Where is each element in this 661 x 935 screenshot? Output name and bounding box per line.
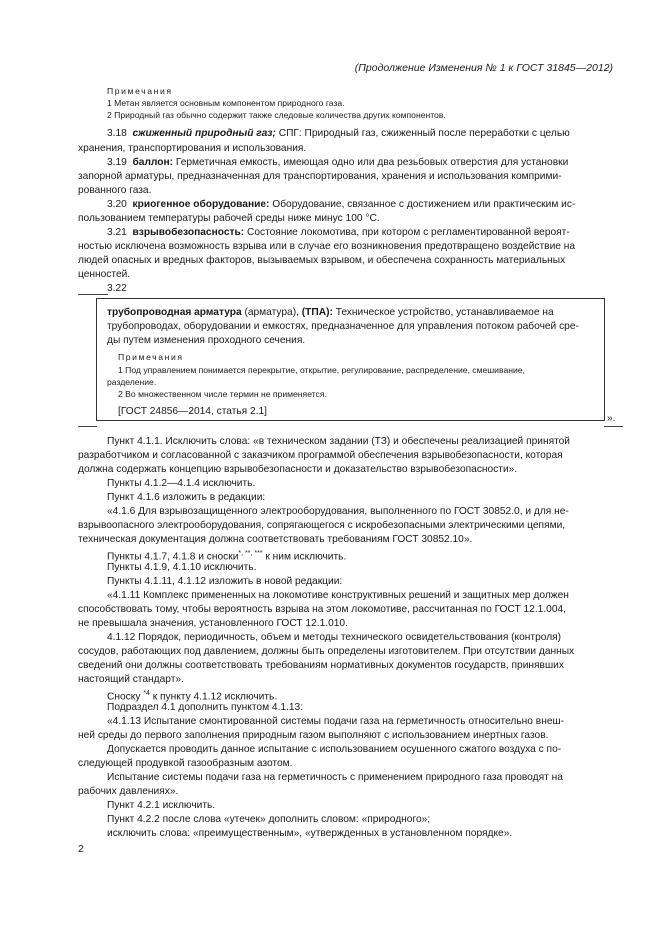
quote-4-1-11: «4.1.11 Комплекс примененных на локомотиве конструктивных решений и защитных мер должен: [107, 590, 569, 601]
quote-4-1-13-para-3: Испытание системы подачи газа на герметичность с применением природного газа проводят на: [107, 772, 563, 783]
para-text: Сноску: [107, 691, 144, 703]
term-3-21-line-2: ностью исключена возможность взрыва или в случае его возникновения предотвращено воздействие на: [78, 241, 576, 252]
quote-4-1-13: «4.1.13 Испытание смонтированной системы подачи газа на герметичность относительно внеш-: [107, 716, 565, 727]
term-3-19-line-3: рованного газа.: [78, 185, 152, 196]
footnote-marks: *, **, ***: [238, 550, 263, 557]
term-number: 3.20: [107, 199, 127, 210]
term-name: криогенное оборудование:: [132, 199, 270, 210]
term-3-19: [107, 157, 568, 169]
term-number: 3.19: [107, 157, 127, 168]
quote-4-1-6-line-2: взрывоопасного электрооборудования, сопрягающегося с искробезопасными электрическими цепями,: [78, 520, 566, 531]
para-text: Пункты 4.1.7, 4.1.8 и сноски: [107, 551, 239, 563]
term-definition: Оборудование, связанное с достижением или практическим ис-: [269, 199, 576, 210]
quote-4-1-11-line-2: способствовать тому, чтобы вероятность взрыва на этом локомотиве, рассчитанная по ГОСТ 12.1.004,: [78, 604, 566, 615]
quote-4-1-6-line-3: техническая документация должна соответствовать требованиям ГОСТ 30852.10».: [78, 534, 473, 545]
divider: [604, 426, 623, 427]
quote-4-1-12-line-4: настоящий стандарт».: [78, 674, 184, 685]
term-3-20: [107, 199, 575, 211]
para-4-1-1: Пункт 4.1.1. Исключить слова: «в техническом задании (ТЗ) и обеспечены реализацией принятой: [107, 436, 571, 447]
term-3-18-line-2: хранения, транспортирования и использования.: [78, 143, 307, 154]
term-definition: Состояние локомотива, при котором с регламентированной вероят-: [244, 227, 570, 238]
para-4-2-1: Пункт 4.2.1 исключить.: [107, 800, 216, 811]
para-4-1-1-line-3: должна содержать концепцию взрывобезопасности и доказательство взрывобезопасности».: [78, 464, 518, 475]
para-4-1-1-line-2: разработчиком и согласованной с заказчиком программой обеспечения взрывобезопасности, которая: [78, 450, 563, 461]
para-4-2-2: Пункт 4.2.2 после слова «утечек» дополнить словом: «природного»;: [107, 814, 431, 825]
term-name: трубопроводная арматура: [107, 307, 242, 318]
term-alias: (арматура),: [241, 307, 302, 318]
quote-4-1-12: 4.1.12 Порядок, периодичность, объем и методы технического освидетельствования (контроля): [107, 632, 562, 643]
quote-4-1-13-para-2: Допускается проводить данное испытание с использованием осушенного сжатого воздуха с по-: [107, 744, 562, 755]
term-3-22-line-2: трубопроводах, оборудовании и емкостях, предназначенное для управления потоком рабочей сре-: [107, 321, 579, 332]
quote-4-1-12-line-2: сосудов, работающих под давлением, должны быть определены изготовителем. При отсутствии данных: [78, 646, 575, 657]
quote-4-1-6: «4.1.6 Для взрывозащищенного электрооборудования, выполненного по ГОСТ 30852.0, и для не-: [107, 506, 569, 517]
notes-title: Примечания: [107, 86, 173, 96]
para-4-1-11: Пункты 4.1.11, 4.1.12 изложить в новой редакции:: [107, 576, 343, 587]
term-definition: СПГ: Природный газ, сжиженный после переработки с целью: [275, 128, 570, 139]
page-header: (Продолжение Изменения № 1 к ГОСТ 31845—2012): [354, 62, 613, 74]
para-text: к пункту 4.1.12 исключить.: [149, 691, 278, 703]
term-3-19-line-2: запорной арматуры, предназначенная для транспортирования, хранения и использования комприми-: [78, 171, 562, 182]
term-name: сжиженный природный газ;: [132, 128, 276, 139]
term-3-21: [107, 227, 570, 239]
page-number: 2: [78, 843, 84, 855]
para-4-2-2-line-2: исключить слова: «преимущественным», «утвержденных в установленном порядке».: [107, 828, 513, 839]
quote-4-1-13-line-2: ней среды до первого заполнения природным газом выполняют с использованием инертных газов.: [78, 730, 549, 741]
box-notes-title: Примечания: [118, 352, 184, 362]
para-4-1-9: Пункты 4.1.9, 4.1.10 исключить.: [107, 562, 257, 573]
para-4-1-add: Подраздел 4.1 дополнить пунктом 4.1.13:: [107, 702, 304, 713]
term-3-18: [107, 128, 570, 140]
box-note-1-cont: разделение.: [107, 377, 157, 387]
term-definition: Герметичная емкость, имеющая одно или два резьбовых отверстия для установки: [173, 157, 569, 168]
term-3-22-line-3: ды путем изменения проходного сечения.: [107, 335, 306, 346]
quote-end: ».: [607, 413, 616, 424]
quote-4-1-12-line-3: сведений они должны соответствовать требованиям нормативных документов государств, принявших: [78, 660, 564, 671]
divider: [78, 294, 108, 295]
term-abbreviation: (ТПА):: [301, 307, 333, 318]
box-note-2: 2 Во множественном числе термин не применяется.: [118, 389, 327, 399]
term-3-22: [107, 307, 554, 319]
quote-4-1-13-para-2-line-2: следующей продувкой газообразным азотом.: [78, 758, 293, 769]
footnote-mark: *4: [143, 690, 150, 697]
box-source-reference: [ГОСТ 24856—2014, статья 2.1]: [118, 406, 268, 417]
quote-4-1-11-line-3: не превышала значения, установленного ГОСТ 12.1.010.: [78, 618, 348, 629]
term-3-20-line-2: пользованием температуры рабочей среды ниже минус 100 °С.: [78, 213, 380, 224]
note-2: 2 Природный газ обычно содержит также следовые количества других компонентов.: [107, 110, 446, 120]
note-1: 1 Метан является основным компонентом природного газа.: [107, 98, 345, 108]
term-name: взрывобезопасность:: [132, 227, 245, 238]
quote-4-1-13-para-3-line-2: рабочих давлениях».: [78, 786, 179, 797]
para-4-1-2: Пункты 4.1.2—4.1.4 исключить.: [107, 478, 256, 489]
term-name: баллон:: [132, 157, 174, 168]
divider: [78, 426, 97, 427]
term-3-22-number: 3.22: [107, 283, 127, 294]
term-number: 3.18: [107, 128, 127, 139]
term-definition: Техническое устройство, устанавливаемое на: [332, 307, 554, 318]
para-4-1-6: Пункт 4.1.6 изложить в редакции:: [107, 492, 266, 503]
term-3-21-line-3: людей опасных и вредных факторов, вызываемых взрывом, и обеспечена сохранность материальных: [78, 255, 566, 266]
term-number: 3.21: [107, 227, 127, 238]
box-note-1: 1 Под управлением понимается перекрытие, открытие, регулирование, распределение, смешивание,: [118, 365, 525, 375]
para-text: к ним исключить.: [262, 551, 347, 563]
term-3-21-line-4: ценностей.: [78, 269, 131, 280]
